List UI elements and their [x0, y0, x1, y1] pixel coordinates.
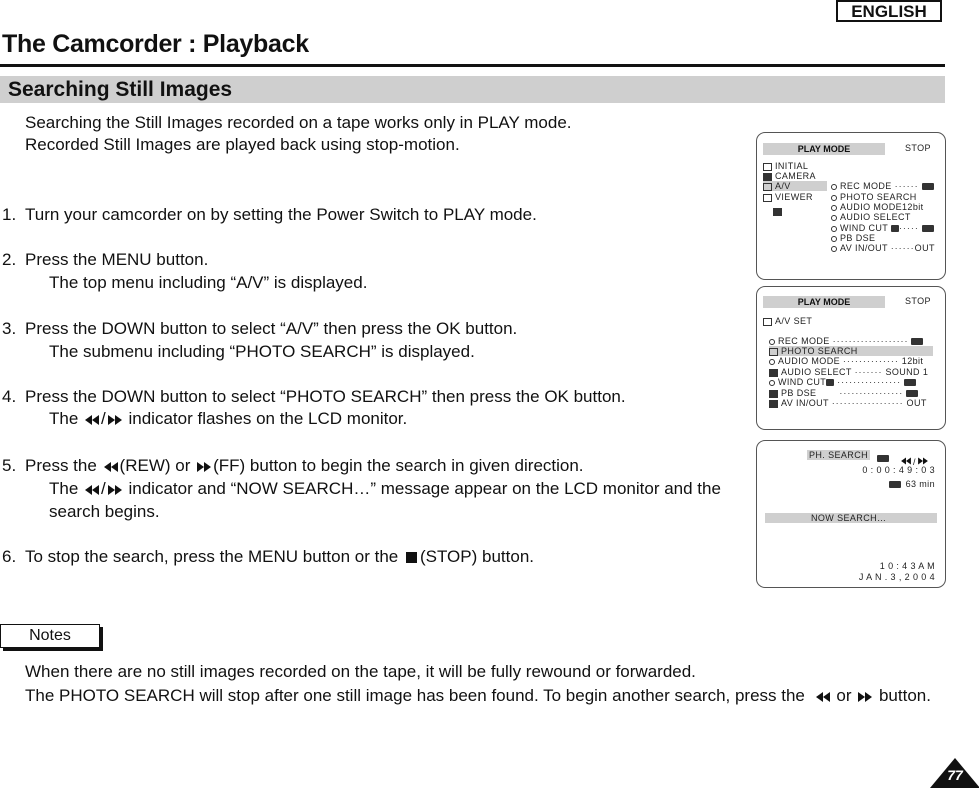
screen2-item-audio-select: AUDIO SELECT ······· SOUND 1 [769, 367, 933, 377]
step-5-text [25, 456, 584, 476]
off-icon [906, 390, 918, 397]
slash: / [101, 479, 106, 498]
av-in-out-icon [769, 400, 778, 408]
folder-icon [769, 348, 778, 356]
step-2-sub: The top menu including “A/V” is displayed. [49, 273, 368, 292]
step-5-sub2: search begins. [49, 502, 160, 521]
screen3-label: PH. SEARCH [809, 450, 869, 460]
step-4-sub-post: indicator flashes on the LCD monitor. [128, 409, 408, 428]
notes-line-2 [25, 686, 931, 706]
off-icon [922, 225, 934, 232]
step-5-sub [49, 479, 721, 499]
wind-icon [891, 225, 899, 232]
rewind-icon [901, 457, 911, 464]
screen1-status: STOP [905, 143, 931, 153]
initial-icon [763, 163, 772, 171]
screen2-item-photo-search: PHOTO SEARCH [769, 346, 933, 356]
rewind-icon [104, 462, 118, 472]
screen2-mode: PLAY MODE [763, 296, 885, 308]
screen2-item-pb-dse: PB DSE ················ [769, 388, 933, 398]
notes-line-2-post: button. [878, 686, 931, 705]
wind-icon [826, 379, 834, 386]
screen1-menu-initial: INITIAL [763, 161, 808, 171]
audio-icon [769, 369, 778, 377]
screen2-item-wind-cut: WIND CUT ················ [769, 377, 933, 387]
screen1-menu-viewer: VIEWER [763, 192, 813, 202]
page-number: 77 [947, 767, 963, 783]
step-5-text-mid1: (REW) or [119, 456, 191, 475]
step-6-text [25, 547, 534, 567]
memory-icon [773, 208, 782, 216]
screen1-sub-audio-select: AUDIO SELECT [831, 212, 911, 222]
screen2-item-av-in-out: AV IN/OUT ·················· OUT [769, 398, 933, 408]
sp-icon [922, 183, 934, 190]
notes-label: Notes [0, 624, 100, 648]
battery-icon [889, 481, 901, 488]
screen3-time: 1 0 : 4 3 A M [879, 561, 935, 571]
screen3-timecode: 0 : 0 0 : 4 9 : 0 3 [862, 465, 935, 475]
fast-forward-icon [108, 485, 122, 495]
screen2-title: A/V SET [763, 316, 812, 326]
camera-icon [763, 173, 772, 181]
step-1-number: 1. [2, 205, 17, 224]
screen2-item-audio-mode: AUDIO MODE ·············· 12bit [769, 356, 933, 366]
header-rule [0, 64, 945, 67]
step-6-number: 6. [2, 547, 17, 566]
intro-line-2: Recorded Still Images are played back using stop-motion. [25, 135, 460, 154]
screen1-sub-audio-mode: AUDIO MODE12bit [831, 202, 924, 212]
screen1-sub-pb-dse: PB DSE [831, 233, 875, 243]
step-2-text: Press the MENU button. [25, 250, 209, 269]
viewer-icon [763, 194, 772, 202]
lcd-screen-photo-search [756, 440, 946, 588]
chapter-title: The Camcorder : Playback [2, 30, 309, 58]
step-5-text-mid2: (FF) button to begin the search in given direction. [213, 456, 584, 475]
screen1-sub-av-in-out: AV IN/OUT ······OUT [831, 243, 935, 253]
screen1-sub-photo-search: PHOTO SEARCH [831, 192, 917, 202]
screen1-menu-av: A/V [763, 181, 827, 191]
slash: / [101, 409, 106, 428]
fast-forward-icon [108, 415, 122, 425]
step-5-sub-pre: The [49, 479, 79, 498]
rewind-icon [816, 692, 830, 702]
lcd-screen-top-menu [756, 132, 946, 280]
sp-icon [877, 455, 889, 462]
dse-icon [769, 390, 778, 398]
screen3-message: NOW SEARCH… [765, 513, 937, 523]
step-5-sub-post: indicator and “NOW SEARCH…” message appear on the LCD monitor and the [128, 479, 721, 498]
step-2-number: 2. [2, 250, 17, 269]
step-3-sub: The submenu including “PHOTO SEARCH” is displayed. [49, 342, 475, 361]
lcd-screen-av-set [756, 286, 946, 430]
step-3-text: Press the DOWN button to select “A/V” then press the OK button. [25, 319, 518, 338]
step-6-text-post: (STOP) button. [419, 547, 534, 566]
notes-line-2-or: or [836, 686, 852, 705]
notes-line-1: When there are no still images recorded on the tape, it will be fully rewound or forwarded. [25, 662, 696, 681]
av-icon [763, 183, 772, 191]
section-title: Searching Still Images [8, 78, 233, 101]
fast-forward-icon [918, 457, 928, 464]
step-6-text-pre: To stop the search, press the MENU button or the [25, 547, 399, 566]
step-4-text: Press the DOWN button to select “PHOTO SEARCH” then press the OK button. [25, 387, 626, 406]
step-3-number: 3. [2, 319, 17, 338]
slash: / [913, 457, 916, 467]
screen3-date: J A N . 3 , 2 0 0 4 [858, 572, 935, 582]
step-5-number: 5. [2, 456, 17, 475]
screen1-sub-wind-cut: WIND CUT ····· [831, 223, 934, 233]
screen1-mode: PLAY MODE [763, 143, 885, 155]
sp-icon [911, 338, 923, 345]
rewind-icon [85, 415, 99, 425]
stop-icon [406, 552, 417, 563]
fast-forward-icon [197, 462, 211, 472]
step-4-sub [49, 409, 407, 429]
off-icon [904, 379, 916, 386]
screen3-remaining: 63 min [889, 479, 935, 489]
screen2-status: STOP [905, 296, 931, 306]
step-4-sub-pre: The [49, 409, 79, 428]
screen1-menu-camera: CAMERA [763, 171, 816, 181]
step-5-text-pre: Press the [25, 456, 97, 475]
notes-line-2-pre: The PHOTO SEARCH will stop after one still image has been found. To begin another search, press the [25, 686, 805, 705]
step-4-number: 4. [2, 387, 17, 406]
screen2-item-rec-mode: REC MODE ··················· [769, 336, 933, 346]
language-badge: ENGLISH [836, 0, 942, 22]
screen1-sub-rec-mode: REC MODE ······ [831, 181, 934, 191]
fast-forward-icon [858, 692, 872, 702]
step-1-text: Turn your camcorder on by setting the Power Switch to PLAY mode. [25, 205, 537, 224]
rewind-icon [85, 485, 99, 495]
intro-line-1: Searching the Still Images recorded on a tape works only in PLAY mode. [25, 113, 572, 132]
av-icon [763, 318, 772, 326]
